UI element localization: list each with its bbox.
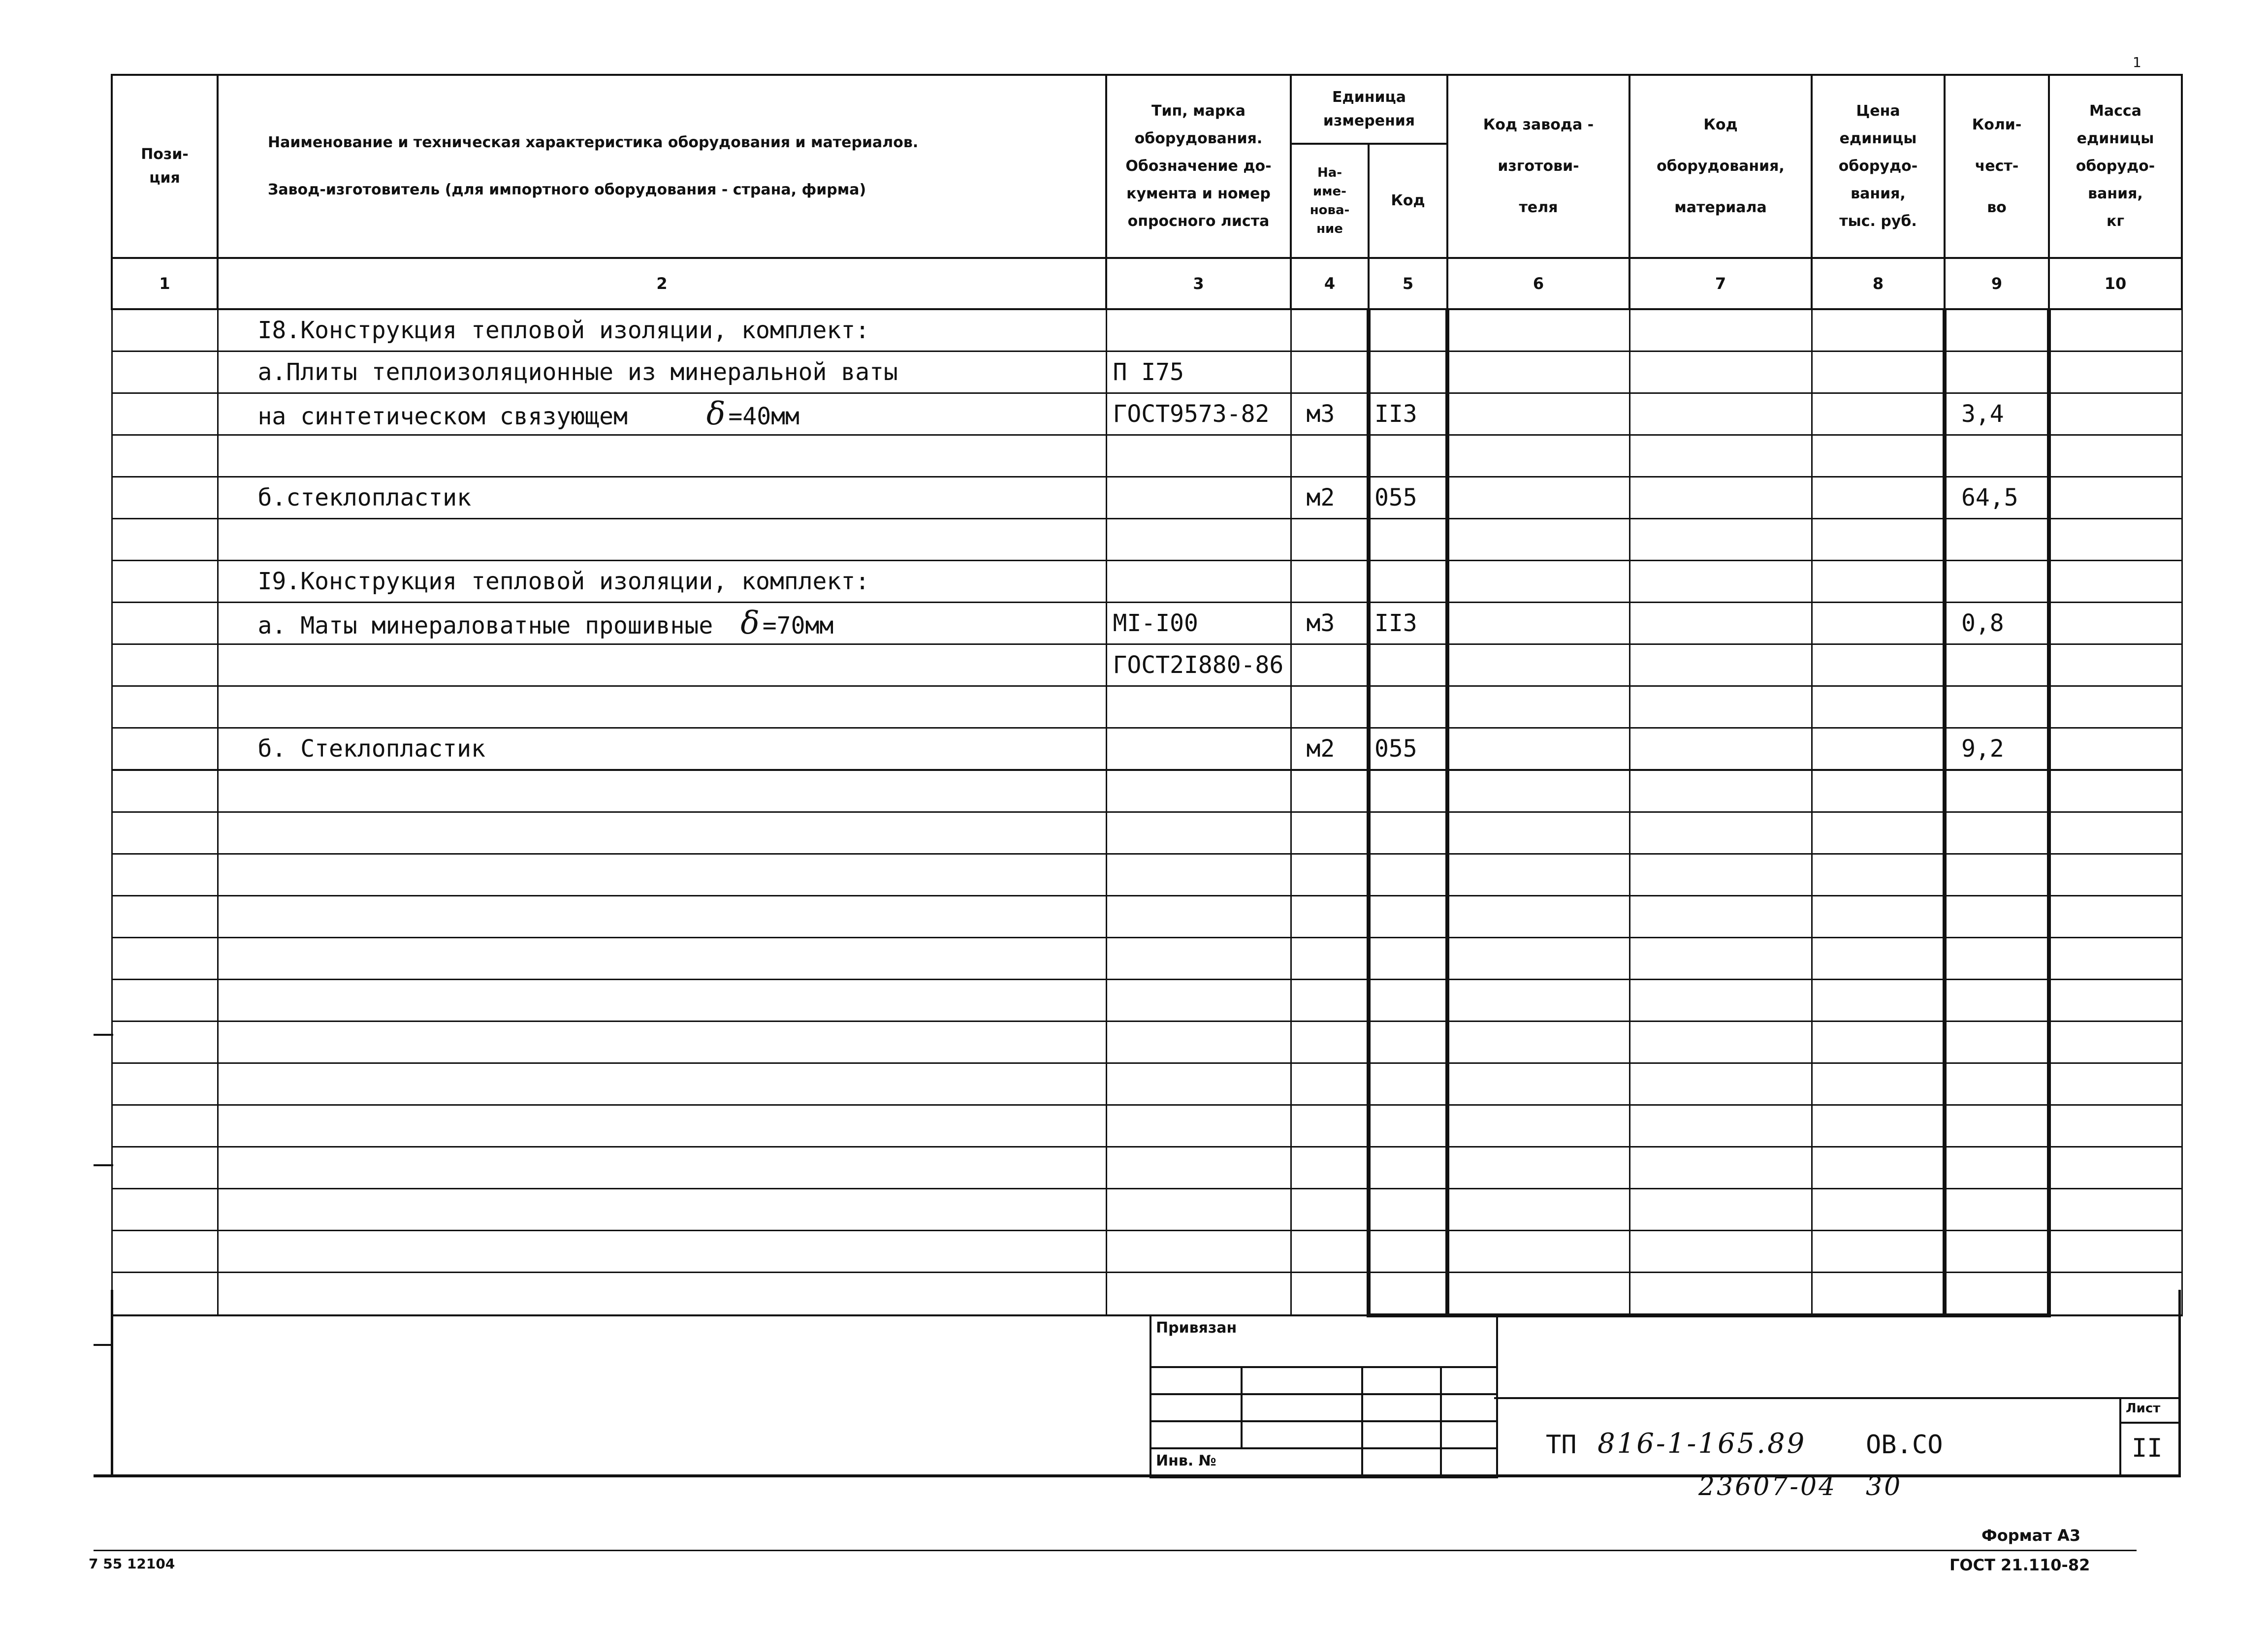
empty-cell	[1106, 1189, 1291, 1231]
empty-cell	[2049, 1021, 2182, 1063]
empty-cell	[1369, 1063, 1447, 1105]
empty-cell	[2049, 1063, 2182, 1105]
item-qty: 64,5	[1945, 477, 2049, 519]
item-type	[1106, 728, 1291, 770]
frame-left	[111, 1290, 113, 1477]
empty-cell	[2049, 812, 2182, 854]
archive-number: 23607-04	[1698, 1472, 1837, 1501]
header-unit-name: На- име- нова- ние	[1291, 144, 1369, 258]
item-name-cell	[218, 393, 1106, 435]
empty-cell	[1106, 1147, 1291, 1189]
empty-cell	[1106, 1063, 1291, 1105]
empty-cell	[1812, 854, 1945, 896]
stamp-line	[1361, 1366, 1363, 1474]
format-label: Формат А3	[1981, 1526, 2081, 1545]
item-qty	[1945, 644, 2049, 686]
empty-table-row	[112, 854, 2182, 896]
header-mass: Масса единицы оборудо- вания, кг	[2049, 75, 2182, 258]
empty-cell	[1106, 938, 1291, 980]
column-number: 2	[218, 258, 1106, 309]
empty-cell	[1106, 812, 1291, 854]
margin-tick	[94, 1344, 113, 1346]
item-name: на синтетическом связующем	[257, 403, 628, 430]
empty-cell	[1945, 812, 2049, 854]
sheet-number: II	[2132, 1434, 2163, 1463]
empty-cell	[1291, 1231, 1369, 1273]
item-type	[1106, 477, 1291, 519]
empty-cell	[1812, 1105, 1945, 1147]
header-unit: Единица измерения	[1291, 75, 1447, 144]
empty-cell	[1447, 1231, 1629, 1273]
empty-cell	[112, 770, 218, 812]
empty-cell	[1812, 980, 1945, 1021]
empty-cell	[1447, 938, 1629, 980]
empty-cell	[112, 812, 218, 854]
table-row	[112, 435, 2182, 477]
empty-cell	[1369, 938, 1447, 980]
empty-cell	[1291, 854, 1369, 896]
item-type: ГОСТ2I880-86	[1106, 644, 1291, 686]
item-unit: м3	[1291, 393, 1369, 435]
empty-cell	[218, 1147, 1106, 1189]
title-block-line	[1494, 1397, 2181, 1399]
table-row	[112, 351, 2182, 393]
empty-cell	[1291, 812, 1369, 854]
empty-cell	[1629, 1147, 1812, 1189]
item-name: I9.Конструкция тепловой изоляции, комплект:	[218, 561, 1106, 603]
item-name: а. Маты минераловатные прошивные	[257, 612, 713, 639]
empty-cell	[1629, 1021, 1812, 1063]
empty-cell	[1369, 1231, 1447, 1273]
empty-cell	[112, 1021, 218, 1063]
empty-cell	[1369, 854, 1447, 896]
empty-cell	[1369, 1189, 1447, 1231]
empty-cell	[1291, 980, 1369, 1021]
inv-label: Инв. №	[1156, 1452, 1216, 1469]
empty-cell	[1812, 770, 1945, 812]
item-name: б. Стеклопластик	[218, 728, 1106, 770]
empty-cell	[1291, 1189, 1369, 1231]
empty-cell	[1945, 980, 2049, 1021]
empty-cell	[112, 1147, 218, 1189]
empty-cell	[1369, 1273, 1447, 1316]
item-name: I8.Конструкция тепловой изоляции, комплект:	[218, 309, 1106, 351]
empty-cell	[2049, 854, 2182, 896]
item-unit	[1291, 686, 1369, 728]
item-type: ГОСТ9573-82	[1106, 393, 1291, 435]
item-code: II3	[1369, 393, 1447, 435]
column-number: 3	[1106, 258, 1291, 309]
empty-cell	[218, 980, 1106, 1021]
empty-cell	[1106, 1231, 1291, 1273]
table-row	[112, 393, 2182, 435]
item-code	[1369, 519, 1447, 561]
item-qty: 3,4	[1945, 393, 2049, 435]
item-qty	[1945, 351, 2049, 393]
table-row	[112, 603, 2182, 644]
item-name	[218, 644, 1106, 686]
empty-cell	[1291, 1147, 1369, 1189]
empty-cell	[1291, 1063, 1369, 1105]
empty-cell	[1629, 770, 1812, 812]
document-suffix: ОВ.СО	[1866, 1430, 1943, 1460]
empty-cell	[1812, 1273, 1945, 1316]
empty-cell	[2049, 1105, 2182, 1147]
margin-tick	[94, 1164, 113, 1166]
item-code	[1369, 686, 1447, 728]
empty-cell	[1945, 938, 2049, 980]
empty-cell	[112, 1105, 218, 1147]
empty-table-row	[112, 938, 2182, 980]
item-code	[1369, 309, 1447, 351]
header-price: Цена единицы оборудо- вания, тыс. руб.	[1812, 75, 1945, 258]
item-qty	[1945, 519, 2049, 561]
empty-cell	[1447, 812, 1629, 854]
empty-cell	[1945, 770, 2049, 812]
empty-cell	[1447, 854, 1629, 896]
item-type	[1106, 519, 1291, 561]
table-row	[112, 561, 2182, 603]
empty-cell	[218, 1231, 1106, 1273]
item-type: MI-I00	[1106, 603, 1291, 644]
empty-cell	[1812, 1189, 1945, 1231]
footer-line	[94, 1550, 2137, 1551]
empty-cell	[1629, 938, 1812, 980]
empty-cell	[1291, 938, 1369, 980]
table-row	[112, 686, 2182, 728]
item-unit: м3	[1291, 603, 1369, 644]
bound-label: Привязан	[1156, 1319, 1237, 1337]
empty-cell	[112, 854, 218, 896]
specification-table	[111, 74, 2183, 1317]
empty-cell	[1369, 1105, 1447, 1147]
empty-table-row	[112, 1231, 2182, 1273]
empty-table-row	[112, 1021, 2182, 1063]
empty-cell	[1106, 854, 1291, 896]
empty-table-row	[112, 1273, 2182, 1316]
empty-cell	[218, 854, 1106, 896]
empty-cell	[1447, 1147, 1629, 1189]
empty-cell	[1106, 896, 1291, 938]
empty-table-row	[112, 980, 2182, 1021]
empty-cell	[1945, 854, 2049, 896]
empty-cell	[112, 1189, 218, 1231]
item-unit: м2	[1291, 728, 1369, 770]
table-row	[112, 309, 2182, 351]
item-code: 055	[1369, 477, 1447, 519]
empty-cell	[112, 1063, 218, 1105]
empty-cell	[1369, 896, 1447, 938]
empty-cell	[1106, 1021, 1291, 1063]
empty-cell	[112, 896, 218, 938]
empty-cell	[1945, 1273, 2049, 1316]
column-number: 4	[1291, 258, 1369, 309]
column-number: 7	[1629, 258, 1812, 309]
title-block-line	[2119, 1397, 2121, 1476]
empty-cell	[2049, 980, 2182, 1021]
header-type: Тип, марка оборудования. Обозначение до- кумента и номер опросного листа	[1106, 75, 1291, 258]
column-number-row	[112, 258, 2182, 309]
stamp-line	[1241, 1366, 1243, 1447]
sheet-label: Лист	[2126, 1401, 2161, 1416]
item-type: П I75	[1106, 351, 1291, 393]
empty-cell	[1447, 770, 1629, 812]
column-number: 8	[1812, 258, 1945, 309]
empty-cell	[1945, 1105, 2049, 1147]
item-unit	[1291, 561, 1369, 603]
empty-cell	[2049, 770, 2182, 812]
item-type	[1106, 686, 1291, 728]
item-name	[218, 519, 1106, 561]
empty-rows	[112, 770, 2182, 1315]
item-unit	[1291, 351, 1369, 393]
tp-label: ТП	[1546, 1430, 1577, 1460]
empty-cell	[1812, 1231, 1945, 1273]
item-type	[1106, 435, 1291, 477]
table-row	[112, 519, 2182, 561]
empty-cell	[1629, 1273, 1812, 1316]
empty-cell	[2049, 1189, 2182, 1231]
empty-cell	[1945, 1189, 2049, 1231]
empty-cell	[218, 1021, 1106, 1063]
item-qty: 9,2	[1945, 728, 2049, 770]
empty-cell	[218, 896, 1106, 938]
empty-cell	[1629, 1063, 1812, 1105]
item-type	[1106, 309, 1291, 351]
item-unit	[1291, 435, 1369, 477]
empty-cell	[112, 1231, 218, 1273]
item-code: 055	[1369, 728, 1447, 770]
empty-cell	[1945, 1147, 2049, 1189]
empty-cell	[2049, 938, 2182, 980]
empty-cell	[1369, 812, 1447, 854]
empty-cell	[1945, 1021, 2049, 1063]
item-unit	[1291, 644, 1369, 686]
item-name: б.стеклопластик	[218, 477, 1106, 519]
item-qty	[1945, 686, 2049, 728]
empty-cell	[1945, 1231, 2049, 1273]
empty-cell	[218, 1189, 1106, 1231]
empty-table-row	[112, 1189, 2182, 1231]
empty-cell	[1629, 1189, 1812, 1231]
column-number: 1	[112, 258, 218, 309]
empty-cell	[1369, 980, 1447, 1021]
empty-cell	[1812, 1147, 1945, 1189]
item-name	[218, 686, 1106, 728]
empty-cell	[1369, 1021, 1447, 1063]
thickness-value: =40мм	[728, 403, 799, 430]
empty-cell	[1812, 1021, 1945, 1063]
header-equipment-code: Код оборудования, материала	[1629, 75, 1812, 258]
empty-cell	[1106, 1105, 1291, 1147]
item-name: а.Плиты теплоизоляционные из минеральной ваты	[218, 351, 1106, 393]
empty-cell	[1291, 770, 1369, 812]
empty-cell	[1447, 1021, 1629, 1063]
empty-table-row	[112, 812, 2182, 854]
empty-cell	[1106, 1273, 1291, 1316]
item-qty	[1945, 309, 2049, 351]
column-number: 5	[1369, 258, 1447, 309]
frame-right	[2178, 1290, 2181, 1477]
empty-cell	[112, 938, 218, 980]
empty-cell	[1447, 1273, 1629, 1316]
title-block-line	[2119, 1422, 2181, 1424]
item-unit	[1291, 309, 1369, 351]
empty-cell	[1106, 770, 1291, 812]
column-number: 9	[1945, 258, 2049, 309]
table-row	[112, 644, 2182, 686]
empty-cell	[112, 1273, 218, 1316]
left-code: 7 55 12104	[89, 1556, 175, 1572]
item-qty	[1945, 435, 2049, 477]
empty-cell	[112, 980, 218, 1021]
header-qty: Коли- чест- во	[1945, 75, 2049, 258]
empty-cell	[1629, 812, 1812, 854]
empty-cell	[1945, 896, 2049, 938]
stamp-line	[1150, 1447, 1496, 1449]
stamp-line	[1440, 1366, 1442, 1474]
header-plant-code: Код завода - изготови- теля	[1447, 75, 1629, 258]
empty-cell	[1945, 1063, 2049, 1105]
empty-cell	[1629, 1105, 1812, 1147]
empty-cell	[2049, 1273, 2182, 1316]
empty-cell	[1291, 1021, 1369, 1063]
item-name-cell	[218, 603, 1106, 644]
empty-cell	[218, 1273, 1106, 1316]
header-position: Пози- ция	[112, 75, 218, 258]
table-row	[112, 477, 2182, 519]
empty-table-row	[112, 1105, 2182, 1147]
document-number: 816-1-165.89	[1597, 1428, 1807, 1460]
empty-cell	[2049, 1231, 2182, 1273]
stamp-line	[1150, 1393, 1496, 1395]
empty-cell	[2049, 896, 2182, 938]
empty-cell	[2049, 1147, 2182, 1189]
empty-cell	[1629, 1231, 1812, 1273]
empty-cell	[218, 1063, 1106, 1105]
empty-cell	[1447, 896, 1629, 938]
empty-cell	[1629, 896, 1812, 938]
empty-cell	[1369, 770, 1447, 812]
item-code	[1369, 351, 1447, 393]
item-unit: м2	[1291, 477, 1369, 519]
empty-table-row	[112, 896, 2182, 938]
empty-cell	[1812, 1063, 1945, 1105]
header-name-line2: Завод-изготовитель (для импортного оборудования - страна, фирма)	[268, 181, 866, 198]
empty-cell	[218, 770, 1106, 812]
thickness-symbol: δ	[706, 396, 726, 432]
empty-table-row	[112, 770, 2182, 812]
column-number: 6	[1447, 258, 1629, 309]
empty-cell	[218, 938, 1106, 980]
empty-cell	[1812, 896, 1945, 938]
thickness-value: =70мм	[762, 612, 834, 639]
item-type	[1106, 561, 1291, 603]
empty-cell	[1369, 1147, 1447, 1189]
column-number: 10	[2049, 258, 2182, 309]
item-code	[1369, 561, 1447, 603]
empty-cell	[1447, 1105, 1629, 1147]
margin-tick	[94, 1034, 113, 1036]
empty-table-row	[112, 1147, 2182, 1189]
item-name	[218, 435, 1106, 477]
item-code	[1369, 435, 1447, 477]
empty-cell	[218, 812, 1106, 854]
item-qty	[1945, 561, 2049, 603]
header-name-line1: Наименование и техническая характеристика оборудования и материалов.	[268, 134, 919, 151]
empty-cell	[1447, 1063, 1629, 1105]
table-row	[112, 728, 2182, 770]
item-qty: 0,8	[1945, 603, 2049, 644]
empty-table-row	[112, 1063, 2182, 1105]
empty-cell	[1291, 1273, 1369, 1316]
empty-cell	[1291, 1105, 1369, 1147]
standard-label: ГОСТ 21.110-82	[1949, 1556, 2090, 1574]
item-code: II3	[1369, 603, 1447, 644]
page-number: 1	[2133, 54, 2141, 70]
empty-cell	[1447, 1189, 1629, 1231]
header-unit-code: Код	[1369, 144, 1447, 258]
empty-cell	[1629, 980, 1812, 1021]
empty-cell	[1629, 854, 1812, 896]
item-code	[1369, 644, 1447, 686]
stamp-line	[1150, 1420, 1496, 1422]
empty-cell	[1447, 980, 1629, 1021]
empty-cell	[1812, 938, 1945, 980]
item-unit	[1291, 519, 1369, 561]
empty-cell	[1812, 812, 1945, 854]
archive-sheet: 30	[1866, 1472, 1903, 1501]
empty-cell	[1291, 896, 1369, 938]
empty-cell	[218, 1105, 1106, 1147]
empty-cell	[1106, 980, 1291, 1021]
stamp-line	[1150, 1366, 1496, 1368]
thickness-symbol: δ	[740, 605, 760, 641]
header-name	[218, 75, 1106, 258]
